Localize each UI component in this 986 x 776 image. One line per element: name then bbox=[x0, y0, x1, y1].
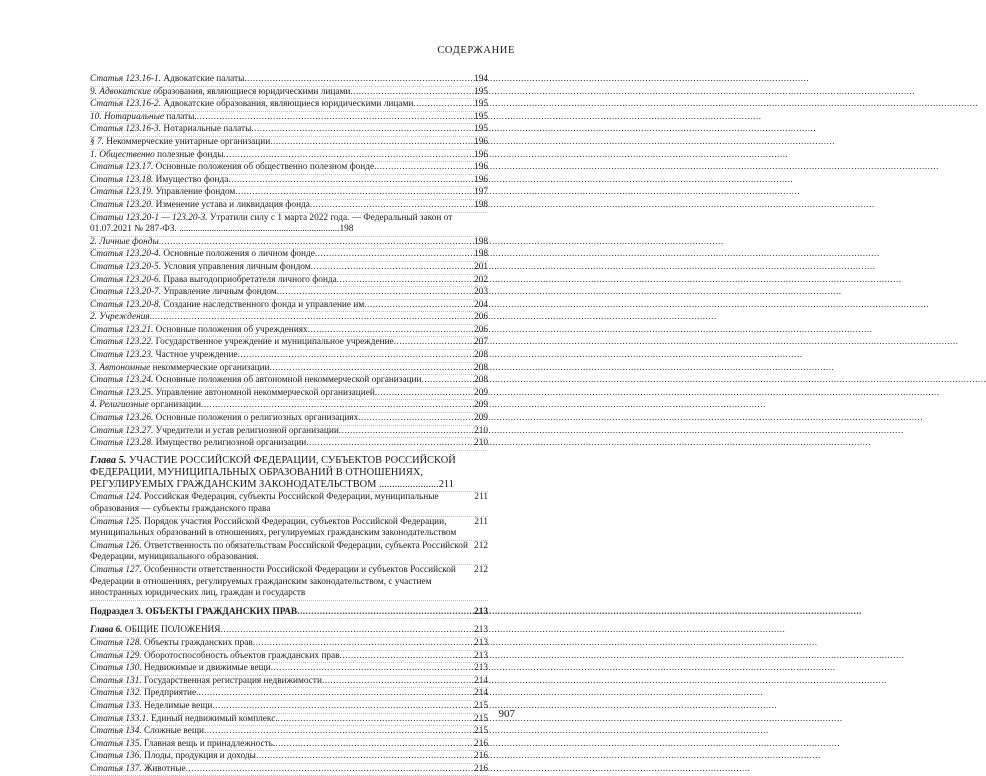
entry-page: 195 bbox=[474, 111, 488, 122]
entry-label: 1. Общественно bbox=[90, 149, 155, 160]
entry-title: Государственное учреждение и муниципальное учреждение bbox=[155, 337, 394, 348]
toc-entry[interactable] bbox=[90, 275, 488, 288]
toc-entry[interactable] bbox=[90, 541, 488, 565]
entry-leader bbox=[337, 275, 473, 287]
toc-entry[interactable] bbox=[90, 492, 488, 516]
entry-page: 215 bbox=[474, 700, 488, 711]
toc-group-chapter-5 bbox=[90, 492, 488, 600]
entry-page: 195 bbox=[474, 99, 488, 110]
entry-title: Имущество фонда bbox=[155, 174, 229, 185]
entry-label: Статья 133. bbox=[90, 700, 142, 711]
entry-page: 214 bbox=[474, 675, 488, 686]
entry-title: образования, являющиеся юридическими лицами bbox=[153, 86, 351, 97]
toc-entry[interactable] bbox=[90, 312, 488, 325]
toc-group-funds bbox=[90, 74, 488, 213]
entry-title: Российская Федерация, субъекты Российской Федерации, муниципальные образования — субъекты гражданского права bbox=[90, 492, 439, 515]
entry-title: палаты. bbox=[166, 111, 197, 122]
entry-page: 195 bbox=[474, 86, 488, 97]
toc-entry[interactable] bbox=[90, 300, 488, 313]
entry-label: Статья 133.1. bbox=[90, 713, 149, 724]
toc-entry[interactable] bbox=[90, 726, 488, 739]
entry-label: 2. Личные фонды bbox=[90, 236, 159, 247]
entry-page: 206 bbox=[474, 324, 488, 335]
entry-leader bbox=[364, 300, 473, 312]
entry-leader bbox=[201, 400, 473, 412]
entry-page: 209 bbox=[474, 400, 488, 411]
entry-title: Адвокатские палаты bbox=[163, 74, 245, 84]
toc-entry[interactable] bbox=[90, 764, 488, 776]
entry-page: 208 bbox=[474, 375, 488, 386]
toc-entry[interactable] bbox=[90, 701, 488, 714]
toc-entry[interactable] bbox=[90, 400, 488, 413]
entry-page: 210 bbox=[474, 438, 488, 449]
toc-entry[interactable] bbox=[90, 337, 488, 350]
entry-page: 216 bbox=[474, 738, 488, 749]
entry-leader bbox=[297, 607, 473, 619]
toc-group-institutions bbox=[90, 237, 488, 451]
entry-page: 207 bbox=[474, 337, 488, 348]
entry-page: 198 bbox=[474, 236, 488, 247]
entry-page: 206 bbox=[474, 312, 488, 323]
toc-entry[interactable] bbox=[90, 375, 488, 388]
entry-leader bbox=[375, 388, 473, 400]
entry-label: 10. Нотариальные bbox=[90, 111, 165, 122]
entry-label: Статья 123.24. bbox=[90, 375, 154, 386]
toc-entry[interactable] bbox=[90, 187, 488, 200]
entry-label: Статья 123.20-6. bbox=[90, 274, 162, 285]
toc-entry[interactable] bbox=[90, 175, 488, 188]
entry-title: Основные положения об автономной некоммерческой организации bbox=[155, 375, 422, 386]
toc-entry-lost-force bbox=[90, 213, 488, 237]
toc-entry[interactable] bbox=[90, 739, 488, 752]
entry-leader bbox=[256, 751, 473, 763]
entry-leader bbox=[270, 363, 474, 375]
toc-entry[interactable] bbox=[90, 150, 488, 163]
entry-leader bbox=[198, 688, 473, 700]
entry-leader bbox=[244, 74, 473, 86]
entry-label: Статья 132. bbox=[90, 688, 142, 699]
subsection-title: ОБЪЕКТЫ ГРАЖДАНСКИХ ПРАВ bbox=[145, 606, 298, 617]
entry-page: 202 bbox=[474, 274, 488, 285]
entry-title: Предприятие. bbox=[144, 688, 199, 699]
entry-title: Единый недвижимый комплекс. bbox=[150, 713, 278, 724]
entry-leader bbox=[253, 638, 473, 650]
entry-title: Порядок участия Российской Федерации, субъектов Российской Федерации, муниципальных образований в отношениях, регулируемых гражданским законодательством bbox=[90, 516, 457, 539]
entry-label: Статья 123.20. bbox=[90, 199, 154, 210]
entry-label: Статья 124. bbox=[90, 492, 142, 503]
entry-label: 2. Учреждения. bbox=[90, 312, 153, 323]
entry-label: Статья 123.16-2. bbox=[90, 99, 162, 110]
entry-leader: ....................... bbox=[378, 479, 439, 491]
entry-leader bbox=[310, 200, 473, 212]
entry-label: Статья 125. bbox=[90, 516, 142, 527]
entry-label: Статья 123.23. bbox=[90, 350, 154, 361]
entry-label: Статья 134. bbox=[90, 726, 142, 737]
entry-label: Статья 136. bbox=[90, 751, 142, 762]
page-number: 907 bbox=[498, 708, 515, 720]
entry-page: 213 bbox=[474, 650, 488, 661]
entry-label: Статья 127. bbox=[90, 564, 142, 575]
entry-leader bbox=[422, 375, 474, 387]
entry-page: 211 bbox=[474, 492, 488, 503]
entry-leader bbox=[228, 175, 473, 187]
toc-entry[interactable] bbox=[90, 438, 488, 451]
entry-leader bbox=[340, 651, 474, 663]
subsection-label: Подраздел 3. bbox=[90, 606, 144, 617]
entry-title: Недвижимые и движимые вещи bbox=[144, 663, 271, 674]
entry-leader bbox=[322, 676, 473, 688]
entry-label: Статья 123.26. bbox=[90, 413, 154, 424]
entry-label: Статья 123.27. bbox=[90, 425, 154, 436]
entry-page: 215 bbox=[474, 713, 488, 724]
entry-leader bbox=[220, 625, 473, 637]
entry-label: Статья 131. bbox=[90, 675, 142, 686]
entry-label: Статья 123.20-5. bbox=[90, 261, 162, 272]
entry-leader bbox=[159, 237, 473, 249]
chapter-label: Глава 5. bbox=[90, 454, 127, 466]
entry-leader bbox=[311, 262, 473, 274]
entry-title: Основные положения об общественно полезном фонде bbox=[155, 162, 375, 173]
entry-page: 213 bbox=[474, 663, 488, 674]
entry-title: Учредители и устав религиозной организации bbox=[155, 425, 339, 436]
toc-entry[interactable] bbox=[90, 517, 488, 541]
toc-entry[interactable] bbox=[90, 651, 488, 664]
entry-title: Имущество религиозной организации bbox=[155, 438, 307, 449]
entry-title: организации bbox=[151, 400, 201, 411]
entry-title: Основные положения об учреждениях bbox=[155, 324, 308, 335]
entry-page: 211 bbox=[474, 516, 488, 527]
entry-leader bbox=[197, 112, 473, 124]
entry-leader bbox=[315, 249, 473, 261]
entry-leader bbox=[186, 764, 473, 776]
entry-title: Некоммерческие унитарные организации bbox=[106, 136, 271, 147]
toc-chapter-5[interactable] bbox=[90, 455, 488, 493]
toc-entry[interactable] bbox=[90, 388, 488, 401]
entry-title: Государственная регистрация недвижимости bbox=[144, 675, 322, 686]
entry-page: 208 bbox=[474, 362, 488, 373]
toc-entry[interactable] bbox=[90, 751, 488, 764]
toc-entry[interactable] bbox=[90, 426, 488, 439]
entry-title: Главная вещь и принадлежность. bbox=[144, 738, 276, 749]
entry-label: Статья 123.21. bbox=[90, 324, 154, 335]
entry-label: 4. Религиозные bbox=[90, 400, 149, 411]
toc-entry[interactable] bbox=[90, 237, 488, 250]
entry-title: Управление личным фондом bbox=[163, 287, 277, 298]
subsection-page: 213 bbox=[474, 606, 488, 617]
entry-page: 216 bbox=[474, 751, 488, 762]
chapter-page: 213 bbox=[474, 625, 488, 636]
entry-leader: ..................................................................... bbox=[179, 224, 340, 235]
entry-page: 196 bbox=[474, 174, 488, 185]
toc-entry[interactable] bbox=[90, 137, 488, 150]
entry-title: Плоды, продукция и доходы bbox=[144, 751, 256, 762]
entry-title: Сложные вещи bbox=[144, 726, 204, 737]
entry-leader bbox=[270, 137, 473, 149]
entry-page: 201 bbox=[474, 261, 488, 272]
toc-group-chapter-6 bbox=[90, 638, 488, 776]
entry-title: Создание наследственного фонда и управление им bbox=[163, 299, 365, 310]
entry-label: Статья 137. bbox=[90, 763, 142, 774]
entry-page: 213 bbox=[474, 637, 488, 648]
entry-leader bbox=[277, 287, 473, 299]
entry-page: 198 bbox=[339, 224, 354, 235]
entry-leader bbox=[358, 413, 473, 425]
entry-title: Оборотоспособность объектов гражданских прав bbox=[144, 650, 340, 661]
entry-label: Статья 123.25. bbox=[90, 387, 154, 398]
entry-page: 209 bbox=[474, 387, 488, 398]
entry-page: 208 bbox=[474, 350, 488, 361]
entry-label: Статья 129. bbox=[90, 650, 142, 661]
entry-label: Статья 128. bbox=[90, 637, 142, 648]
entry-leader bbox=[251, 124, 473, 136]
entry-leader bbox=[212, 701, 473, 713]
entry-leader bbox=[271, 663, 473, 675]
entry-leader bbox=[394, 337, 473, 349]
toc-entry[interactable] bbox=[90, 413, 488, 426]
toc-entry[interactable] bbox=[90, 565, 488, 601]
toc-entry[interactable] bbox=[90, 325, 488, 338]
entry-page: 196 bbox=[474, 136, 488, 147]
entry-label: Статья 123.17. bbox=[90, 162, 154, 173]
entry-leader bbox=[350, 87, 473, 99]
entry-page: 196 bbox=[474, 149, 488, 160]
toc-entry[interactable] bbox=[90, 74, 488, 87]
toc-entry[interactable] bbox=[90, 688, 488, 701]
entry-page: 212 bbox=[474, 540, 488, 551]
entry-title: полезные фонды bbox=[157, 149, 224, 160]
entry-leader bbox=[224, 150, 474, 162]
entry-title: Неделимые вещи bbox=[144, 700, 213, 711]
chapter-title: УЧАСТИЕ РОССИЙСКОЙ ФЕДЕРАЦИИ, СУБЪЕКТОВ РОССИЙСКОЙ ФЕДЕРАЦИИ, МУНИЦИПАЛЬНЫХ ОБРАЗОВАНИЙ В ОТНОШЕНИЯХ, РЕГУЛИРУЕМЫХ ГРАЖДАНСКИМ ЗАКОНОДАТЕЛЬСТВОМ bbox=[90, 454, 456, 491]
entry-leader bbox=[278, 714, 473, 726]
toc-entry[interactable] bbox=[90, 363, 488, 376]
entry-label: Статья 123.16-3. bbox=[90, 124, 162, 135]
entry-title: Частное учреждение bbox=[155, 350, 238, 361]
entry-title: Изменение устава и ликвидация фонда bbox=[155, 199, 310, 210]
entry-label: Статья 123.28. bbox=[90, 438, 154, 449]
entry-leader bbox=[238, 350, 473, 362]
entry-leader bbox=[308, 325, 473, 337]
chapter-title: ОБЩИЕ ПОЛОЖЕНИЯ bbox=[124, 625, 221, 636]
entry-title: Управление фондом bbox=[155, 187, 236, 198]
entry-page: 210 bbox=[474, 425, 488, 436]
entry-label: Статья 123.16-1. bbox=[90, 74, 162, 84]
toc-entry[interactable] bbox=[90, 87, 488, 100]
entry-title: Объекты гражданских прав bbox=[144, 637, 253, 648]
toc-entry[interactable] bbox=[90, 124, 488, 137]
chapter-label: Глава 6. bbox=[90, 625, 123, 636]
entry-label: 9. Адвокатские bbox=[90, 86, 151, 97]
entry-label: Статья 123.20-4. bbox=[90, 249, 162, 260]
toc-entry[interactable] bbox=[90, 162, 488, 175]
entry-title: некоммерческие организации bbox=[152, 362, 270, 373]
entry-page: 216 bbox=[474, 763, 488, 774]
toc-subsection-3[interactable] bbox=[90, 607, 488, 620]
entry-label: Статья 123.20-7. bbox=[90, 287, 162, 298]
entry-title: Основные положения о религиозных организациях bbox=[155, 413, 359, 424]
entry-leader bbox=[204, 726, 473, 738]
entry-page: 197 bbox=[474, 187, 488, 198]
entry-page: 198 bbox=[474, 249, 488, 260]
entry-page: 194 bbox=[474, 74, 488, 84]
entry-title: Права выгодоприобретателя личного фонда bbox=[163, 274, 337, 285]
entry-leader bbox=[235, 187, 473, 199]
entry-label: Статья 123.20-8. bbox=[90, 299, 162, 310]
entry-title: Условия управления личным фондом bbox=[163, 261, 311, 272]
toc-entry[interactable] bbox=[90, 262, 488, 275]
entry-page: 215 bbox=[474, 726, 488, 737]
entry-leader bbox=[413, 99, 473, 111]
entry-label: Статья 123.18. bbox=[90, 174, 154, 185]
entry-label: Статьи 123.20-1 — 123.20-3. bbox=[90, 212, 208, 223]
entry-label: Статья 135. bbox=[90, 738, 142, 749]
toc-entry[interactable] bbox=[90, 350, 488, 363]
toc-entry[interactable] bbox=[90, 112, 488, 125]
entry-page: 214 bbox=[474, 688, 488, 699]
entry-title: Адвокатские образования, являющиеся юридическими лицами bbox=[163, 99, 414, 110]
entry-title: Утратили силу с 1 марта 2022 года. — Федеральный закон от 01.07.2021 № 287-ФЗ. bbox=[90, 212, 453, 235]
toc-entry[interactable] bbox=[90, 714, 488, 727]
entry-page: 209 bbox=[474, 413, 488, 424]
toc-chapter-6[interactable] bbox=[90, 625, 488, 638]
entry-title: Животные bbox=[144, 763, 186, 774]
entry-title: Основные положения о личном фонде bbox=[163, 249, 315, 260]
toc-entry[interactable] bbox=[90, 249, 488, 262]
toc-entry[interactable] bbox=[90, 99, 488, 112]
entry-title: Нотариальные палаты bbox=[163, 124, 252, 135]
entry-page: 212 bbox=[474, 564, 488, 575]
entry-page: 204 bbox=[474, 299, 488, 310]
entry-label: Статья 126. bbox=[90, 540, 142, 551]
entry-label: Статья 123.19. bbox=[90, 187, 154, 198]
entry-label: Статья 130. bbox=[90, 663, 142, 674]
entry-label: § 7. bbox=[90, 136, 104, 147]
entry-leader bbox=[152, 312, 473, 324]
toc-entry[interactable] bbox=[90, 676, 488, 689]
entry-title: Управление автономной некоммерческой организацией bbox=[155, 387, 375, 398]
toc-entry[interactable] bbox=[90, 200, 488, 213]
entry-leader bbox=[275, 739, 473, 751]
running-header: СОДЕРЖАНИЕ bbox=[437, 45, 515, 56]
entry-leader bbox=[374, 162, 473, 174]
entry-label: Статья 123.22. bbox=[90, 337, 154, 348]
toc-entry[interactable] bbox=[90, 663, 488, 676]
entry-title: Особенности ответственности Российской Федерации и субъектов Российской Федерации в отношениях, регулируемых гражданским законодательством, с участием иностранных юридических лиц, граждан и государств bbox=[90, 564, 456, 599]
table-of-contents bbox=[90, 74, 488, 776]
toc-entry[interactable] bbox=[90, 287, 488, 300]
entry-page: 196 bbox=[474, 162, 488, 173]
entry-leader bbox=[339, 426, 473, 438]
chapter-page: 211 bbox=[438, 479, 454, 491]
entry-page: 198 bbox=[474, 199, 488, 210]
entry-page: 203 bbox=[474, 287, 488, 298]
entry-page: 195 bbox=[474, 124, 488, 135]
entry-leader bbox=[306, 438, 473, 450]
entry-label: 3. Автономные bbox=[90, 362, 151, 373]
toc-entry[interactable] bbox=[90, 638, 488, 651]
entry-title: Ответственность по обязательствам Российской Федерации, субъекта Российской Федерации, муниципального образования. bbox=[90, 540, 468, 563]
